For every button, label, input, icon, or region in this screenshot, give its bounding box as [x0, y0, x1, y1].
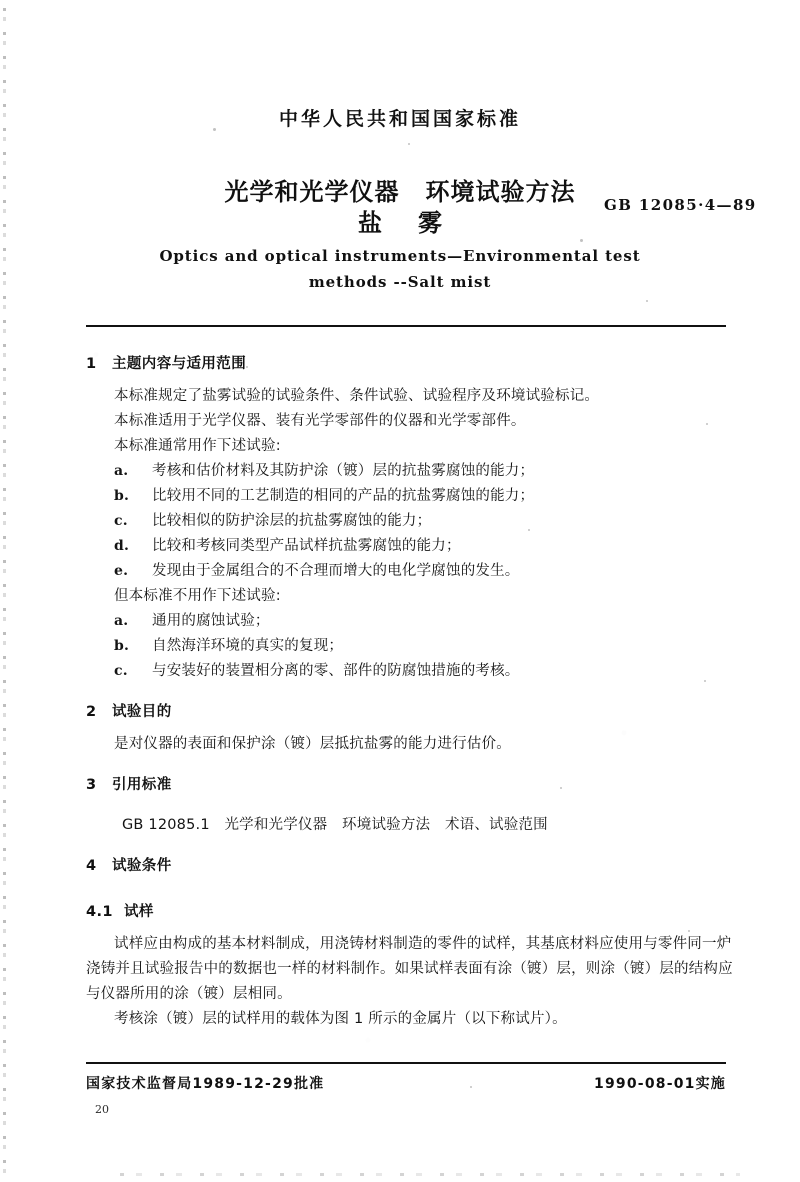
- clause-1-paragraph-3: 本标准通常用作下述试验:: [114, 438, 281, 454]
- clause-1-list-applicable: [86, 459, 734, 584]
- title-cn-mist: 雾: [418, 209, 442, 237]
- list-text: 自然海洋环境的真实的复现；: [152, 638, 344, 654]
- clause-4-1-number: 4.1: [86, 904, 113, 920]
- list-marker: a.: [114, 613, 129, 629]
- clause-1-paragraph-2: 本标准适用于光学仪器、装有光学零部件的仪器和光学零部件。: [114, 413, 526, 429]
- clause-2-number: 2: [86, 704, 97, 720]
- list-marker: c.: [114, 663, 128, 679]
- clause-1-heading: [86, 352, 734, 373]
- list-text: 发现由于金属组合的不合理而增大的电化学腐蚀的发生。: [152, 563, 520, 579]
- list-item: [114, 609, 734, 634]
- scan-speck: [470, 1086, 472, 1088]
- list-item: [114, 509, 734, 534]
- document-body: [86, 352, 734, 1032]
- scan-edge-artifact-bottom: [120, 1173, 740, 1176]
- clause-3-title: 引用标准: [112, 777, 172, 793]
- clause-4: [86, 854, 734, 1032]
- list-marker: b.: [114, 638, 130, 654]
- title-cn-subject: 光学和光学仪器: [224, 178, 400, 206]
- clause-3-heading: [86, 773, 734, 794]
- list-text: 比较相似的防护涂层的抗盐雾腐蚀的能力；: [152, 513, 432, 529]
- document-title-en-line1: Optics and optical instruments—Environmental test: [159, 247, 641, 265]
- national-standard-label: 中华人民共和国国家标准: [278, 108, 521, 130]
- title-cn-method: 环境试验方法: [425, 178, 576, 206]
- clause-3-number: 3: [86, 777, 97, 793]
- footer-divider-rule: [86, 1062, 726, 1064]
- list-text: 考核和估价材料及其防护涂（镀）层的抗盐雾腐蚀的能力；: [152, 463, 535, 479]
- list-marker: b.: [114, 488, 130, 504]
- list-item: [114, 634, 734, 659]
- document-title-en-line2: methods --Salt mist: [308, 273, 492, 291]
- list-text: 与安装好的装置相分离的零、部件的防腐蚀措施的考核。: [152, 663, 520, 679]
- scan-speck: [408, 143, 410, 145]
- list-marker: c.: [114, 513, 128, 529]
- clause-4-number: 4: [86, 858, 97, 874]
- list-marker: d.: [114, 538, 130, 554]
- clause-2-paragraph-1: 是对仪器的表面和保护涂（镀）层抵抗盐雾的能力进行估价。: [114, 736, 511, 752]
- list-text: 通用的腐蚀试验；: [152, 613, 270, 629]
- list-item: [114, 484, 734, 509]
- list-item: [114, 534, 734, 559]
- clause-1-title: 主题内容与适用范围: [112, 356, 247, 372]
- footer-effective-date-text: 1990-08-01实施: [594, 1076, 726, 1092]
- clause-4-1-paragraph-1: 试样应由构成的基本材料制成，用浇铸材料制造的零件的试样，其基底材料应使用与零件同一炉浇铸并且试验报告中的数据也一样的材料制作。如果试样表面有涂（镀）层，则涂（镀）层的结构应与仪器所用的涂（镀）层相同。: [86, 936, 733, 1002]
- clause-3-normative-reference: GB 12085.1 光学和光学仪器 环境试验方法 术语、试验范围: [122, 817, 548, 833]
- clause-2-heading: [86, 700, 734, 721]
- list-text: 比较和考核同类型产品试样抗盐雾腐蚀的能力；: [152, 538, 461, 554]
- list-item: [114, 559, 734, 584]
- clause-4-1-heading: [86, 900, 734, 921]
- clause-4-title: 试验条件: [112, 858, 172, 874]
- list-item: [114, 459, 734, 484]
- list-marker: e.: [114, 563, 129, 579]
- title-cn-salt: 盐: [358, 209, 382, 237]
- clause-4-1-paragraph-2: 考核涂（镀）层的试样用的载体为图 1 所示的金属片（以下称试片）。: [114, 1011, 567, 1027]
- clause-1-list-not-applicable: [86, 609, 734, 684]
- scan-speck: [646, 300, 648, 302]
- standard-number: GB 12085·4—89: [604, 196, 757, 214]
- clause-2: [86, 700, 734, 757]
- footer-approval-text: 国家技术监督局1989-12-29批准: [86, 1076, 325, 1092]
- clause-1-number: 1: [86, 356, 97, 372]
- clause-4-1-title: 试样: [124, 904, 154, 920]
- header-divider-rule: [86, 325, 726, 327]
- list-marker: a.: [114, 463, 129, 479]
- scan-speck: [580, 239, 583, 242]
- clause-3: [86, 773, 734, 838]
- clause-1: [86, 352, 734, 684]
- list-item: [114, 659, 734, 684]
- clause-4-heading: [86, 854, 734, 875]
- page-number: 20: [95, 1103, 109, 1116]
- clause-2-title: 试验目的: [112, 704, 172, 720]
- list-text: 比较用不同的工艺制造的相同的产品的抗盐雾腐蚀的能力；: [152, 488, 535, 504]
- clause-1-paragraph-1: 本标准规定了盐雾试验的试验条件、条件试验、试验程序及环境试验标记。: [114, 388, 600, 404]
- clause-1-paragraph-exclusions: 但本标准不用作下述试验:: [114, 588, 281, 604]
